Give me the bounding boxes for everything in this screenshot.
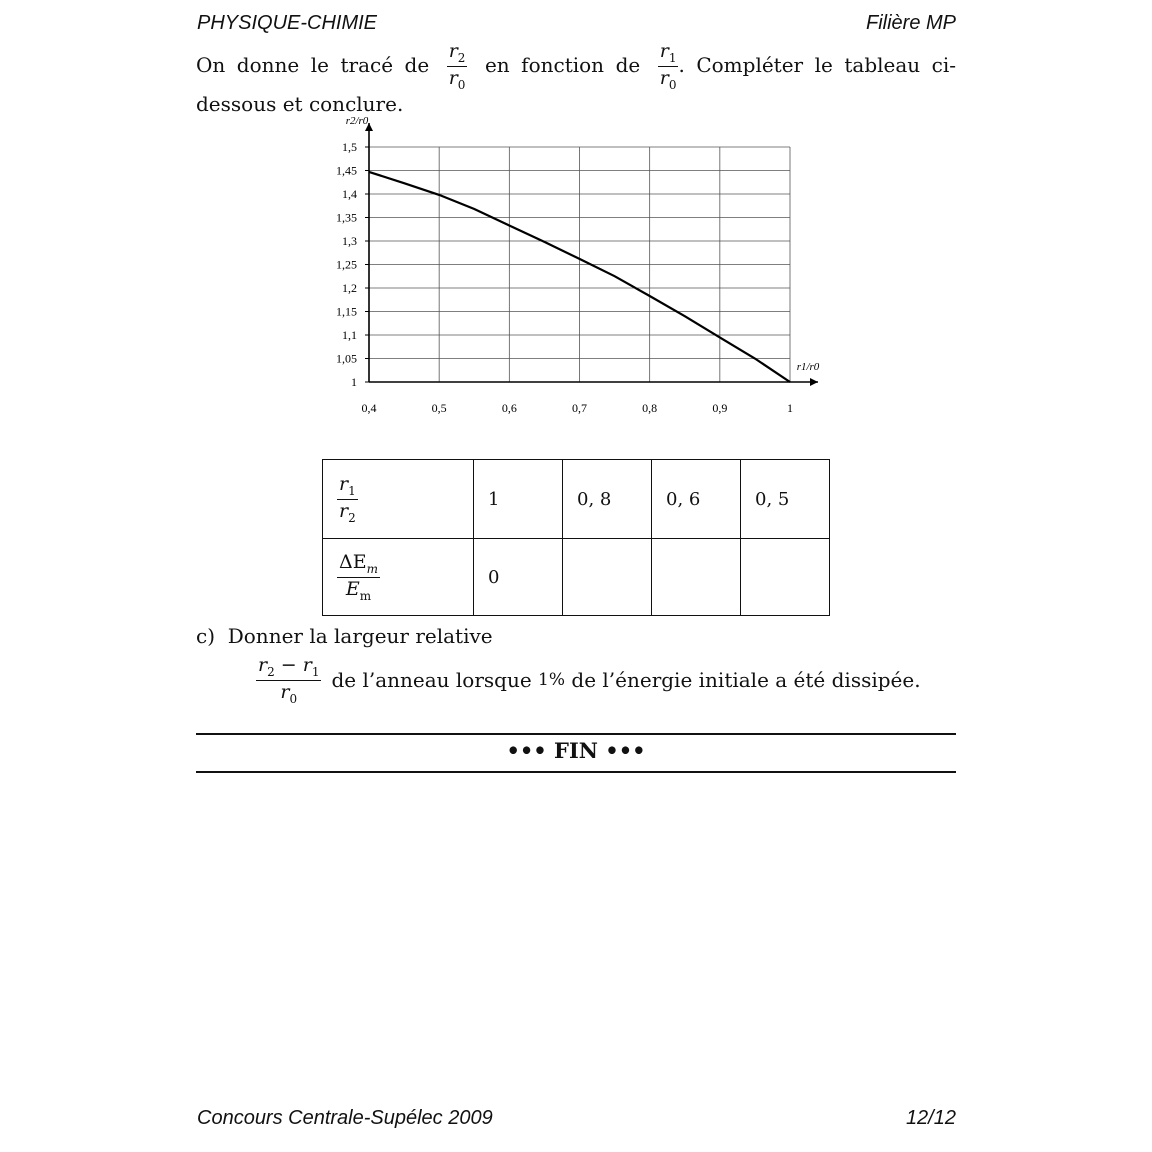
header-track: Filière MP <box>865 12 956 34</box>
intro-text-1: On donne le tracé de <box>196 52 430 77</box>
table-header-energy: $\frac{\Delta E_m}{E_m}$ <box>323 539 474 616</box>
question-c-text2: de l’anneau lorsque <box>331 668 532 693</box>
x-tick-label: 0,9 <box>712 401 728 415</box>
question-c-label: c) <box>196 624 216 648</box>
y-tick-label: 1 <box>351 375 357 389</box>
question-c-continued <box>256 656 921 705</box>
y-tick-label: 1,25 <box>336 257 357 272</box>
footer-contest: Concours Centrale-Supélec 2009 <box>197 1107 493 1129</box>
table-cell: 0 <box>474 539 563 616</box>
y-tick-label: 1,1 <box>342 328 357 342</box>
footer-page: 12/12 <box>905 1107 956 1129</box>
x-tick-label: 0,7 <box>572 401 587 415</box>
chart <box>320 110 840 430</box>
x-tick-label: 0,6 <box>501 401 517 415</box>
chart-grid <box>369 147 790 382</box>
y-tick-label: 1,45 <box>336 163 357 178</box>
table-cell: 0, 6 <box>652 460 741 539</box>
divider-bottom <box>196 771 956 773</box>
table-cell[interactable] <box>563 539 652 616</box>
y-tick-label: 1,3 <box>342 234 357 248</box>
divider-top <box>196 733 956 735</box>
y-tick-label: 1,4 <box>342 187 357 201</box>
question-c-text: Donner la largeur relative <box>227 624 493 648</box>
table-row <box>323 539 830 616</box>
y-tick-label: 1,35 <box>336 210 357 225</box>
header-subject: PHYSIQUE-CHIMIE <box>197 12 378 34</box>
chart-xlabel: r1/r0 <box>796 361 820 373</box>
x-tick-label: 0,8 <box>642 401 658 415</box>
question-c-text3: de l’énergie initiale a été dissipée. <box>571 668 921 693</box>
question-c <box>196 624 493 648</box>
intro-text-2: en fonction de <box>484 52 641 77</box>
table-cell: 0, 5 <box>741 460 830 539</box>
y-tick-label: 1,5 <box>342 140 357 154</box>
table-header-ratio: $\frac{r_1}{r_2}$ <box>323 460 474 539</box>
table-cell[interactable] <box>741 539 830 616</box>
x-tick-label: 0,5 <box>431 401 447 415</box>
chart-axes <box>365 123 818 386</box>
intro-paragraph <box>196 42 956 117</box>
chart-ticks <box>336 140 793 415</box>
y-tick-label: 1,05 <box>336 351 357 366</box>
question-c-percent: 1% <box>538 670 566 691</box>
data-table <box>322 459 830 616</box>
x-tick-label: 1 <box>787 401 793 415</box>
chart-ylabel: r2/r0 <box>345 115 369 127</box>
table-cell: 0, 8 <box>563 460 652 539</box>
fraction-r2-r0: $\frac{r_2}{r_0}$ <box>448 40 466 92</box>
intro-text-3: . Compléter le tableau ci-dessous et conclure. <box>196 52 957 116</box>
x-tick-label: 0,4 <box>361 401 377 415</box>
fraction-width: $\frac{r_2 - r_1}{r_0}$ <box>258 654 320 706</box>
y-tick-label: 1,2 <box>342 281 357 295</box>
fraction-r1-r0: $\frac{r_1}{r_0}$ <box>659 40 677 92</box>
table-cell: 1 <box>474 460 563 539</box>
y-tick-label: 1,15 <box>336 304 357 319</box>
x-axis-arrow <box>810 378 818 386</box>
table-cell[interactable] <box>652 539 741 616</box>
table-row <box>323 460 830 539</box>
fin-marker: ••• FIN ••• <box>506 738 646 763</box>
